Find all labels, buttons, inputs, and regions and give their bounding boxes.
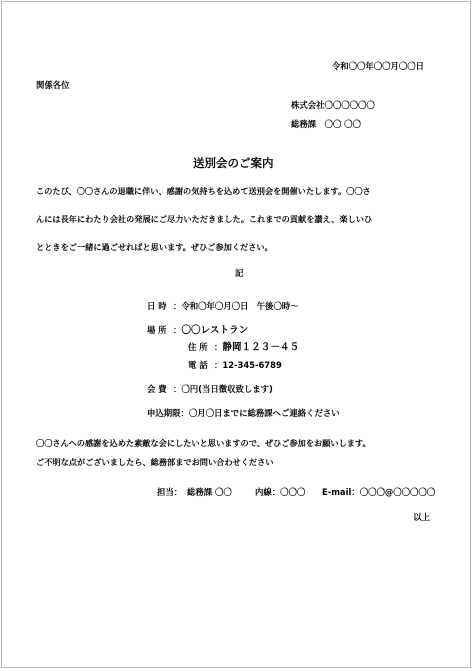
sender-company: 株式会社〇〇〇〇〇〇 (291, 100, 375, 110)
document-title: 送別会のご案内 (193, 156, 274, 170)
address-colon: ： (214, 342, 223, 352)
closing-line-2: ご不明な点がございましたら、総務部までお問い合わせください (36, 457, 274, 467)
phone-row (188, 361, 282, 369)
contact-extension: 内線：〇〇〇 (255, 487, 306, 497)
document-date: 令和〇〇年〇〇月〇〇日 (331, 61, 424, 71)
address-row (188, 343, 299, 353)
body-line-1: このたび、〇〇さんの退職に伴い、感謝の気持ちを込めて送別会を開催いたします。〇〇さ (36, 186, 371, 196)
datetime-value: 令和〇年〇月〇日 午後〇時～ (181, 301, 299, 311)
datetime-colon: ： (173, 301, 182, 311)
closing-end-mark: 以上 (413, 512, 430, 522)
phone-label: 電 話 (188, 360, 208, 370)
place-row (147, 326, 248, 336)
ki-heading: 記 (235, 268, 244, 278)
address-value: 静岡１２３－４５ (222, 342, 300, 353)
document-page (1, 1, 471, 668)
fee-label: 会 費 (147, 384, 167, 394)
deadline-label: 申込期限 (147, 408, 181, 418)
datetime-row (147, 302, 299, 310)
fee-row (147, 385, 273, 393)
phone-colon: ： (214, 360, 223, 370)
contact-dept: 総務課 〇〇 (187, 487, 232, 497)
deadline-colon: ： (180, 408, 189, 418)
fee-value: 〇円(当日徴収致します) (181, 384, 273, 394)
place-value: 〇〇レストラン (181, 325, 249, 336)
sender-department: 総務課 〇〇 〇〇 (291, 119, 361, 129)
deadline-row (147, 409, 340, 417)
place-colon: ： (173, 325, 182, 335)
datetime-label: 日 時 (147, 301, 167, 311)
place-label: 場 所 (147, 325, 167, 335)
fee-colon: ： (173, 384, 182, 394)
address-label: 住 所 (188, 342, 208, 352)
contact-label: 担当： (157, 487, 183, 497)
contact-email: E-mail：〇〇〇@〇〇〇〇〇 (322, 487, 436, 497)
body-line-2: んには長年にわたり会社の発展にご尽力いただきました。これまでの貢献を讃え、楽しいひ (36, 214, 373, 224)
closing-line-1: 〇〇さんへの感謝を込めた素敵な会にしたいと思いますので、ぜひご参加をお願いします。 (36, 438, 371, 448)
phone-value: 12-345-6789 (222, 360, 282, 370)
deadline-value: 〇月〇日までに総務課へご連絡ください (188, 408, 340, 418)
body-line-3: とときをご一緒に過ごせればと思います。ぜひご参加ください。 (36, 242, 273, 252)
recipient-line: 関係各位 (36, 80, 70, 90)
